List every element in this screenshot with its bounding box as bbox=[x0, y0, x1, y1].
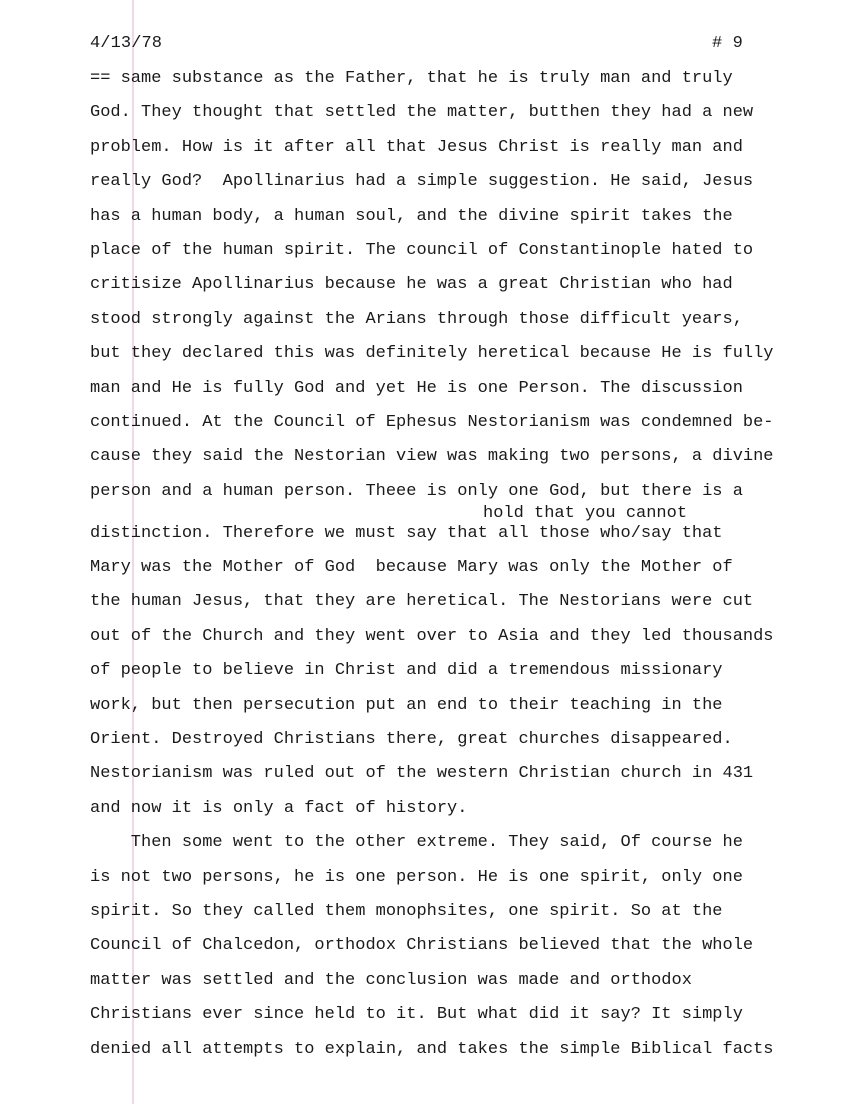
text-line: of people to believe in Christ and did a tremendous missionary bbox=[90, 661, 723, 681]
text-line: person and a human person. Theee is only one God, but there is a bbox=[90, 481, 743, 501]
text-line: spirit. So they called them monophsites, one spirit. So at the bbox=[90, 901, 723, 921]
interlinear-insertion: hold that you cannot bbox=[483, 503, 688, 523]
text-line: denied all attempts to explain, and takes the simple Biblical facts bbox=[90, 1039, 774, 1059]
text-line: stood strongly against the Arians through those difficult years, bbox=[90, 309, 743, 329]
text-line: and now it is only a fact of history. bbox=[90, 798, 468, 818]
text-line: really God? Apollinarius had a simple suggestion. He said, Jesus bbox=[90, 172, 754, 192]
text-line: work, but then persecution put an end to their teaching in the bbox=[90, 695, 723, 715]
text-line: has a human body, a human soul, and the divine spirit takes the bbox=[90, 206, 733, 226]
body-text bbox=[90, 69, 774, 1074]
text-line: Then some went to the other extreme. They said, Of course he bbox=[90, 833, 743, 853]
text-line: Nestorianism was ruled out of the western Christian church in 431 bbox=[90, 764, 754, 784]
text-line: but they declared this was definitely heretical because He is fully bbox=[90, 344, 774, 364]
text-line: the human Jesus, that they are heretical. The Nestorians were cut bbox=[90, 592, 754, 612]
text-line: man and He is fully God and yet He is one Person. The discussion bbox=[90, 378, 743, 398]
text-line: distinction. Therefore we must say that all those who/say that bbox=[90, 523, 723, 543]
text-line: Mary was the Mother of God because Mary was only the Mother of bbox=[90, 558, 733, 578]
page-date: 4/13/78 bbox=[90, 34, 163, 53]
text-line: Christians ever since held to it. But what did it say? It simply bbox=[90, 1005, 743, 1025]
text-line: critisize Apollinarius because he was a great Christian who had bbox=[90, 275, 733, 295]
text-line: continued. At the Council of Ephesus Nestorianism was condemned be- bbox=[90, 412, 774, 432]
page-number: # 9 bbox=[712, 34, 743, 53]
text-line: Council of Chalcedon, orthodox Christians believed that the whole bbox=[90, 936, 754, 956]
text-line: problem. How is it after all that Jesus Christ is really man and bbox=[90, 137, 743, 157]
text-line: is not two persons, he is one person. He is one spirit, only one bbox=[90, 867, 743, 887]
text-line: Orient. Destroyed Christians there, great churches disappeared. bbox=[90, 730, 733, 750]
text-line: cause they said the Nestorian view was making two persons, a divine bbox=[90, 447, 774, 467]
text-line: place of the human spirit. The council of Constantinople hated to bbox=[90, 240, 754, 260]
text-line: out of the Church and they went over to Asia and they led thousands bbox=[90, 626, 774, 646]
text-line: matter was settled and the conclusion was made and orthodox bbox=[90, 970, 692, 990]
text-line: == same substance as the Father, that he is truly man and truly bbox=[90, 69, 733, 88]
text-line: God. They thought that settled the matter, butthen they had a new bbox=[90, 103, 754, 123]
